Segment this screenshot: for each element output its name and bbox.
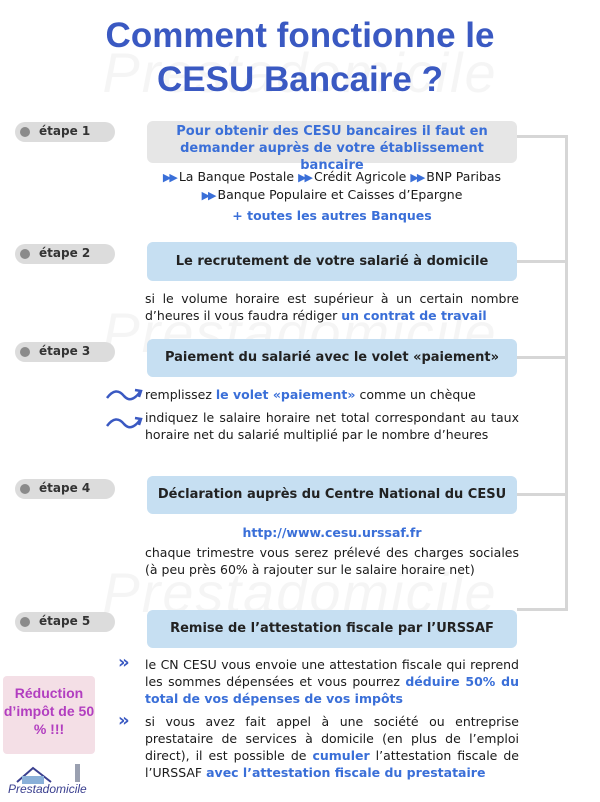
step-3-item-1-post: comme un chèque bbox=[359, 387, 476, 402]
bank-row-2 bbox=[145, 186, 519, 204]
step-dot bbox=[20, 617, 30, 627]
timeline-connector bbox=[517, 135, 568, 138]
step-4-text: chaque trimestre vous serez prélevé des charges sociales (à peu près 60% à rajouter sur le salaire horaire net) bbox=[145, 545, 519, 577]
bank-row-1 bbox=[145, 168, 519, 186]
step-3-box: Paiement du salarié avec le volet «paiement» bbox=[147, 339, 517, 377]
step-5-label: étape 5 bbox=[39, 614, 91, 628]
step-dot bbox=[20, 249, 30, 259]
step-1-label: étape 1 bbox=[39, 124, 91, 138]
step-2-box: Le recrutement de votre salarié à domicile bbox=[147, 242, 517, 281]
step-5-item-1 bbox=[145, 656, 519, 707]
page-title bbox=[0, 14, 600, 102]
bank-item: BNP Paribas bbox=[426, 169, 502, 184]
other-banks: + toutes les autres Banques bbox=[232, 208, 432, 223]
step-3-item-1-pre: remplissez bbox=[145, 387, 212, 402]
step-1-marker bbox=[15, 122, 115, 142]
double-arrow-icon: ▶▶ bbox=[298, 171, 312, 184]
step-3-label: étape 3 bbox=[39, 344, 91, 358]
reduction-badge bbox=[3, 676, 95, 754]
deduction-link: déduire 50% du total de vos dépenses de vos impôts bbox=[145, 674, 520, 706]
contract-link: un contrat de travail bbox=[341, 308, 487, 323]
title-line-1: Comment fonctionne le bbox=[105, 16, 495, 55]
volet-paiement-link: le volet «paiement» bbox=[215, 387, 356, 402]
bank-item: Crédit Agricole bbox=[314, 169, 407, 184]
chevron-right-icon: » bbox=[118, 710, 130, 731]
step-5-box: Remise de l’attestation fiscale par l’URSSAF bbox=[147, 610, 517, 648]
double-arrow-icon: ▶▶ bbox=[201, 189, 215, 202]
bank-list bbox=[145, 168, 519, 224]
step-5-item-2-mid: l’attestation fiscale de l’URSSAF bbox=[145, 748, 519, 780]
step-3-item-1 bbox=[145, 386, 519, 403]
cesu-url-link[interactable]: http://www.cesu.urssaf.fr bbox=[242, 525, 422, 540]
squiggle-arrow-icon bbox=[104, 412, 144, 434]
reduction-text: Réduction d’impôt de 50 % !!! bbox=[3, 685, 95, 737]
step-2-label: étape 2 bbox=[39, 246, 91, 260]
bank-item: Banque Populaire et Caisses d’Epargne bbox=[217, 187, 463, 202]
squiggle-arrow-icon bbox=[104, 384, 144, 406]
step-dot bbox=[20, 127, 30, 137]
timeline-connector bbox=[517, 260, 568, 263]
step-3-item-2: indiquez le salaire horaire net total correspondant au taux horaire net du salarié multiplié par le nombre d’heures bbox=[145, 410, 519, 442]
prestadomicile-logo bbox=[3, 762, 89, 798]
double-arrow-icon: ▶▶ bbox=[410, 171, 424, 184]
timeline-connector bbox=[517, 356, 568, 359]
step-3-marker bbox=[15, 342, 115, 362]
chevron-right-icon: » bbox=[118, 652, 130, 673]
title-line-2: CESU Bancaire ? bbox=[157, 60, 443, 99]
step-5-item-2-text: si vous avez fait appel à une société ou entreprise prestataire de services à domicile (en plus de l’emploi direct), il est possible de bbox=[145, 714, 519, 763]
logo-text: Prestadomicile bbox=[8, 782, 87, 796]
step-5-marker bbox=[15, 612, 115, 632]
step-5-item-1-text: le CN CESU vous envoie une attestation fiscale qui reprend les sommes dépensées et vous pourrez bbox=[145, 657, 519, 689]
step-1-box: Pour obtenir des CESU bancaires il faut en demander auprès de votre établissement bancaire bbox=[147, 121, 517, 163]
timeline-connector bbox=[517, 493, 568, 496]
step-2-body: si le volume horaire est supérieur à un certain nombre d’heures il vous faudra rédiger bbox=[145, 291, 519, 323]
prestataire-link: avec l’attestation fiscale du prestataire bbox=[206, 765, 486, 780]
step-2-text bbox=[145, 290, 519, 324]
step-dot bbox=[20, 484, 30, 494]
step-4-label: étape 4 bbox=[39, 481, 91, 495]
timeline-connector bbox=[517, 608, 568, 611]
step-2-marker bbox=[15, 244, 115, 264]
step-4-box: Déclaration auprès du Centre National du CESU bbox=[147, 476, 517, 514]
bank-item: La Banque Postale bbox=[178, 169, 295, 184]
step-dot bbox=[20, 347, 30, 357]
cumuler-link: cumuler bbox=[312, 748, 370, 763]
timeline-line bbox=[565, 135, 568, 610]
step-4-marker bbox=[15, 479, 115, 499]
step-5-item-2 bbox=[145, 713, 519, 781]
double-arrow-icon: ▶▶ bbox=[162, 171, 176, 184]
